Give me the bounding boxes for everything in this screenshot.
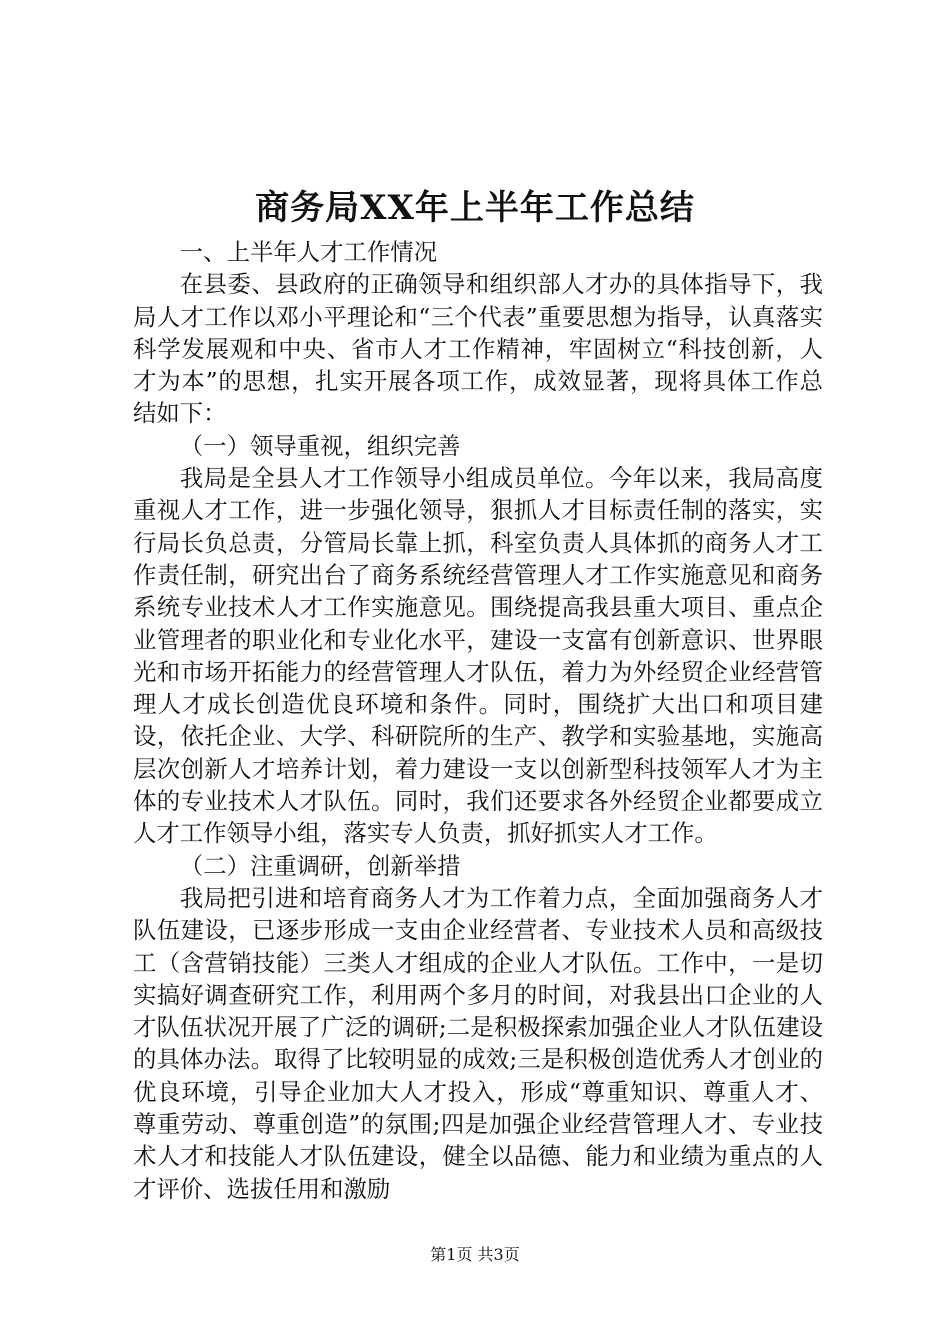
subsection-heading-2: （二）注重调研，创新举措 — [179, 851, 461, 880]
document-body — [133, 236, 823, 1205]
paragraph-leadership: 我局是全县人才工作领导小组成员单位。今年以来，我局高度重视人才工作，进一步强化领导，狠抓人才目标责任制的落实，实行局长负总责，分管局长靠上抓，科室负责人具体抓的商务人才工作责任制，研究出台了商务系统经营管理人才工作实施意见和商务系统专业技术人才工作实施意见。围绕提高我县重大项目、重点企业管理者的职业化和专业化水平，建设一支富有创新意识、世界眼光和市场开拓能力的经营管理人才队伍，着力为外经贸企业经营管理人才成长创造优良环境和条件。同时，围绕扩大出口和项目建设，依托企业、大学、科研院所的生产、教学和实验基地，实施高层次创新人才培养计划，着力建设一支以创新型科技领军人才为主体的专业技术人才队伍。同时，我们还要求各外经贸企业都要成立人才工作领导小组，落实专人负责，抓好抓实人才工作。 — [133, 464, 823, 848]
section-heading-1: 一、上半年人才工作情况 — [179, 238, 438, 266]
paragraph-intro: 在县委、县政府的正确领导和组织部人才办的具体指导下，我局人才工作以邓小平理论和“三个代表”重要思想为指导，认真落实科学发展观和中央、省市人才工作精神，牢固树立“科技创新，人才为本”的思想，扎实开展各项工作，成效显著，现将具体工作总结如下： — [133, 270, 823, 428]
subsection-heading-1: （一）领导重视，组织完善 — [179, 431, 461, 460]
document-title: 商务局XX年上半年工作总结 — [255, 188, 695, 228]
page-footer: 第1页 共3页 — [430, 1245, 520, 1264]
paragraph-research: 我局把引进和培育商务人才为工作着力点，全面加强商务人才队伍建设，已逐步形成一支由企业经营者、专业技术人员和高级技工（含营销技能）三类人才组成的企业人才队伍。工作中，一是切实搞好调查研究工作，利用两个多月的时间，对我县出口企业的人才队伍状况开展了广泛的调研;二是积极探索加强企业人才队伍建设的具体办法。取得了比较明显的成效;三是积极创造优秀人才创业的优良环境，引导企业加大人才投入，形成“尊重知识、尊重人才、尊重劳动、尊重创造”的氛围;四是加强企业经营管理人才、专业技术人才和技能人才队伍建设，健全以品德、能力和业绩为重点的人才评价、选拔任用和激励 — [133, 883, 823, 1203]
